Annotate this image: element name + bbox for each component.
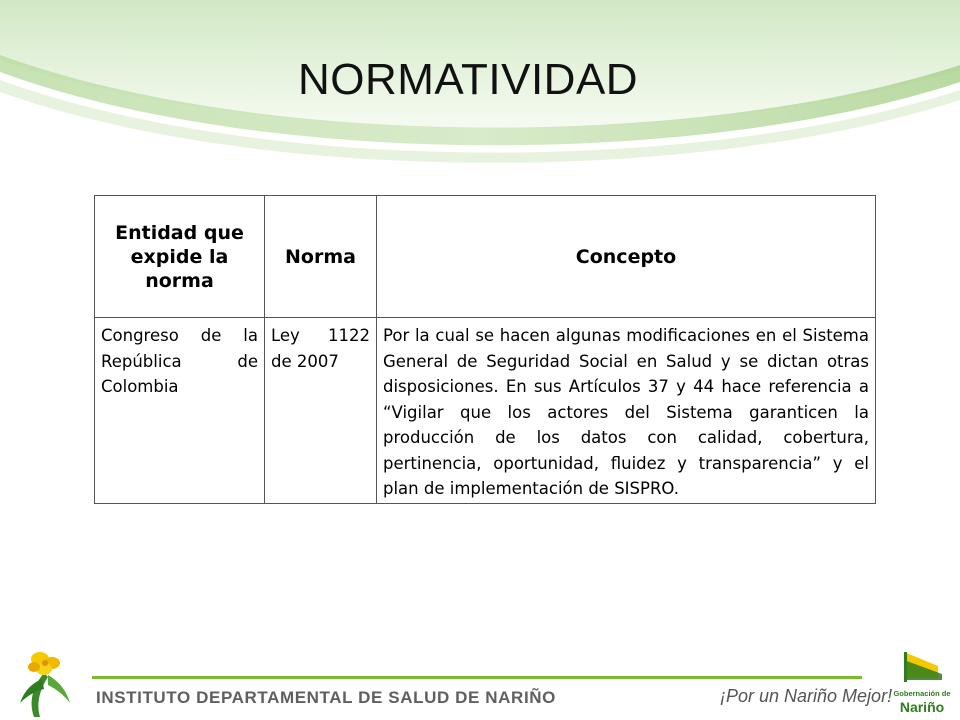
footer-divider [92,676,862,679]
header-norma: Norma [265,196,377,318]
institute-flower-logo-icon [14,645,80,720]
page-title: NORMATIVIDAD [298,55,639,104]
table-row [95,318,876,504]
cell-entidad: Congreso de la República de Colombia [95,318,265,504]
institution-name: INSTITUTO DEPARTAMENTAL DE SALUD DE NARIÑO [96,688,556,707]
cell-norma: Ley 1122 de 2007 [265,318,377,504]
gobernacion-small-label: Gobernación de [893,689,951,698]
header-entidad: Entidad que expide la norma [95,196,265,318]
gobernacion-name: Nariño [899,699,945,715]
footer-slogan: ¡Por un Nariño Mejor! [720,686,893,706]
normatividad-table [94,195,876,504]
cell-concepto: Por la cual se hacen algunas modificaciones en el Sistema General de Seguridad Social en Salud y se dictan otras disposiciones. En sus Artículos 37 y 44 hace referencia a “Vigilar que los actores del Sistema garanticen la producción de los datos con calidad, cobertura, pertinencia, oportunidad, fluidez y transparencia” y el plan de implementación de SISPRO. [377,318,876,504]
table-header-row [95,196,876,318]
header-concepto: Concepto [377,196,876,318]
